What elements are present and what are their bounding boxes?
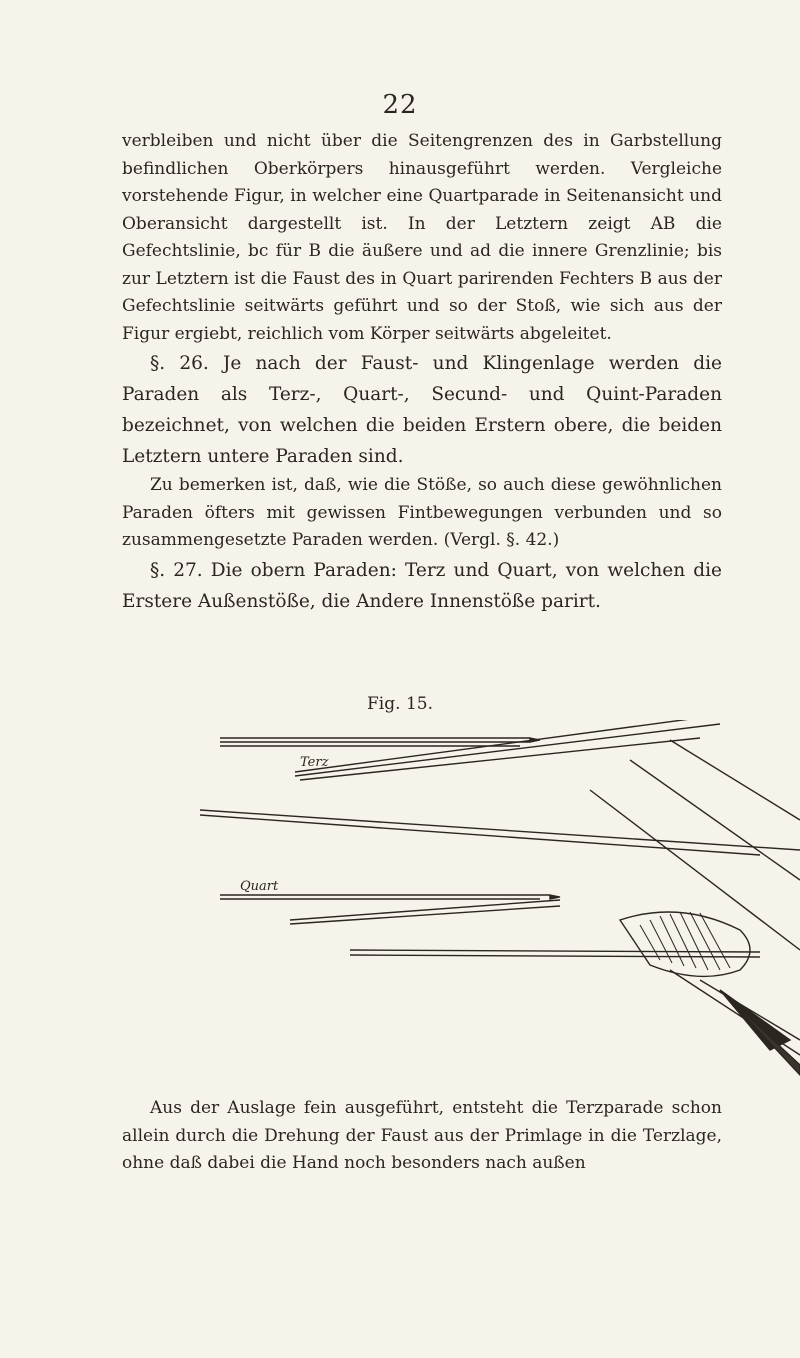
paragraph-bottom: Aus der Auslage fein ausgeführt, entsteht die Terzparade schon allein durch die Drehung der Faust aus der Primlage in die Terzlage, ohne daß dabei die Hand noch besonders nach außen <box>122 1098 722 1173</box>
lower-blade-line <box>290 900 560 920</box>
bottom-text <box>122 1095 722 1178</box>
right-diagonal-1 <box>630 760 800 880</box>
label-terz: Terz <box>300 755 329 770</box>
paragraph-note: Zu bemerken ist, daß, wie die Stöße, so auch diese gewöhnlichen Paraden öfters mit gewissen Fintbewegungen verbunden und so zusammengesetzte Paraden werden. (Vergl. §. 42.) <box>122 475 722 550</box>
fencing-parade-diagram <box>200 720 800 1085</box>
paragraph-1: verbleiben und nicht über die Seitengrenzen des in Garbstellung befindlichen Oberkörpers hinausgeführt werden. Vergleiche vorstehende Figur, in welcher eine Quartparade in Seitenansicht und Oberansicht dargestellt ist. In der Letztern zeigt AB die Gefechtslinie, bc für B die äußere und ad die innere Grenzlinie; bis zur Letztern ist die Faust des in Quart parirenden Fechters B aus der Gefechtslinie seitwärts geführt und so der Stoß, wie sich aus der Figur ergiebt, reichlich vom Körper seitwärts abgeleitet. <box>122 131 722 344</box>
paragraph-section-27: §. 27. Die obern Paraden: Terz und Quart, von welchen die Erstere Außenstöße, die Andere Innenstöße parirt. <box>122 559 722 612</box>
body-text <box>122 128 722 617</box>
paragraph-section-26: §. 26. Je nach der Faust- und Klingenlage werden die Paraden als Terz-, Quart-, Secund- und Quint-Paraden bezeichnet, von welchen die beiden Erstern obere, die beiden Letztern untere Paraden sind. <box>122 353 722 467</box>
hand-shape <box>720 990 790 1050</box>
figure-15 <box>200 720 800 1085</box>
page-number: 22 <box>382 90 418 120</box>
label-quart: Quart <box>240 879 279 894</box>
figure-caption: Fig. 15. <box>367 694 433 714</box>
